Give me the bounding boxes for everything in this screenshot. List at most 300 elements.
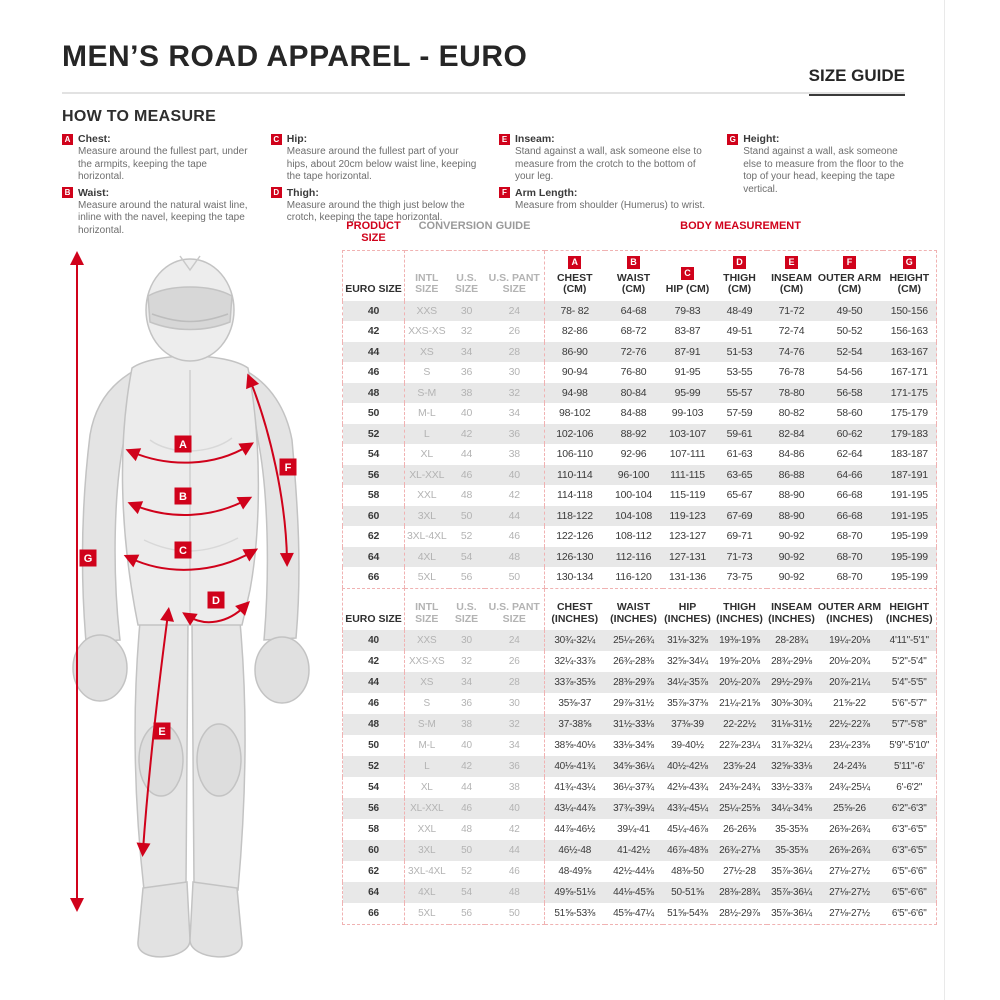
- cell: 3XL-4XL: [407, 866, 446, 877]
- cell: 46: [343, 693, 405, 714]
- size-row-60: [343, 840, 937, 861]
- cell: 48: [461, 824, 472, 835]
- cell: 6'-6'2": [883, 777, 937, 798]
- size-row-58: [343, 819, 937, 840]
- cell: 30⅜-30¾: [771, 698, 812, 709]
- letter-badge-C: C: [271, 134, 282, 145]
- size-row-50: [343, 403, 937, 424]
- size-row-46: [343, 693, 937, 714]
- cell: 66-68: [817, 506, 883, 527]
- cm-rows: [343, 301, 937, 588]
- cell: XS: [405, 672, 449, 693]
- cell: 40: [461, 740, 472, 751]
- cell: 80-82: [778, 407, 805, 420]
- cell: 30: [449, 301, 485, 322]
- measure-label: Hip:: [286, 133, 308, 145]
- svg-text:A: A: [179, 439, 187, 451]
- group-header-row: [343, 220, 937, 251]
- cell: 54: [343, 444, 405, 465]
- cell: 66-68: [836, 489, 863, 502]
- cell: 84-88: [620, 407, 647, 420]
- cell: 20½-20⅞: [713, 672, 767, 693]
- cell: 42: [343, 651, 405, 672]
- cell: 118-122: [545, 506, 605, 527]
- cell: 78- 82: [545, 301, 605, 322]
- cell: 34¼-35⅞: [663, 672, 713, 693]
- column-header: [663, 251, 713, 301]
- cell: 44: [343, 672, 405, 693]
- cell: 27½-28: [723, 866, 756, 877]
- cell: 48⅜-50: [671, 866, 704, 877]
- cell: 21⅝-22: [833, 698, 866, 709]
- cell: 4XL: [405, 547, 449, 568]
- rider-illustration: [40, 240, 340, 980]
- column-header: [817, 588, 883, 630]
- cell: 131-136: [668, 571, 707, 584]
- cell: 35⅞-36¼: [767, 903, 817, 924]
- measure-label: Chest:: [78, 133, 111, 145]
- cell: 66: [343, 903, 405, 924]
- inches-column-header-row: [343, 588, 937, 630]
- cell: 26¾-27⅛: [713, 840, 767, 861]
- cell: 22⅞-23¼: [719, 740, 760, 751]
- cell: 46⅞-48⅜: [663, 840, 713, 861]
- cell: 87-91: [663, 342, 713, 363]
- cell: 31½-33⅛: [605, 714, 663, 735]
- cell: 48: [343, 714, 405, 735]
- cell: 3XL: [405, 506, 449, 527]
- cell: 5'9"-5'10": [883, 735, 937, 756]
- cell: 79-83: [663, 301, 713, 322]
- cell: 130-134: [545, 567, 605, 588]
- cell: 90-92: [767, 547, 817, 568]
- column-header: [767, 588, 817, 630]
- size-table-zone: [342, 220, 938, 925]
- measure-description: Measure around the natural waist line, inline with the navel, keeping the tape horizontal.: [78, 199, 248, 236]
- cell: 52: [343, 756, 405, 777]
- cell: 88-90: [778, 489, 805, 502]
- cell: 26-26⅜: [723, 824, 756, 835]
- column-label: U.S. PANT SIZE: [488, 271, 540, 295]
- cell: 58: [343, 819, 405, 840]
- cell: 111-115: [663, 465, 713, 486]
- column-header: [485, 588, 545, 630]
- size-row-66: [343, 903, 937, 924]
- cell: 22-22½: [713, 714, 767, 735]
- cell: 22½-22⅞: [817, 714, 883, 735]
- letter-badge-E: E: [499, 134, 510, 145]
- cell: 6'3"-6'5": [883, 819, 937, 840]
- cell: 179-183: [883, 424, 937, 445]
- cell: M-L: [418, 407, 436, 420]
- page-right-divider: [944, 0, 945, 1000]
- cell: 60: [343, 506, 405, 527]
- cell: 46: [449, 798, 485, 819]
- size-row-50: [343, 735, 937, 756]
- cell: XXL: [417, 489, 437, 502]
- cell: 40: [460, 407, 473, 420]
- cell: 68-70: [817, 547, 883, 568]
- size-row-60: [343, 506, 937, 527]
- cell: XXL: [417, 824, 436, 835]
- cell: 29⅞-31½: [613, 698, 654, 709]
- column-label: INSEAM (CM): [771, 271, 812, 295]
- cell: 25⅝-26: [817, 798, 883, 819]
- cell: 187-191: [883, 465, 937, 486]
- cell: 64-66: [817, 465, 883, 486]
- cell: L: [405, 756, 449, 777]
- cell: 26: [508, 656, 520, 667]
- cell: 59-61: [713, 424, 767, 445]
- measure-description: Measure around the fullest part of your hips, about 20cm below waist line, keeping the tape horizontal.: [286, 146, 477, 182]
- cell: 65-67: [726, 489, 753, 502]
- cell: 106-110: [545, 444, 605, 465]
- cell: 72-74: [778, 325, 805, 338]
- cell: 46: [343, 362, 405, 383]
- cell: 28-28¾: [767, 630, 817, 651]
- measure-item-B: [62, 187, 249, 238]
- cell: 32¼-33⅞: [545, 651, 605, 672]
- cell: 163-167: [883, 342, 937, 363]
- cell: 38: [449, 714, 485, 735]
- cell: 5XL: [405, 903, 449, 924]
- measure-label: Inseam:: [514, 133, 555, 145]
- cell: 20⅞-21¼: [817, 672, 883, 693]
- cell: 68-70: [836, 571, 863, 584]
- cell: 48-49⅝: [545, 861, 605, 882]
- cell: 62: [343, 861, 405, 882]
- cell: 56: [449, 903, 485, 924]
- cell: S-M: [405, 714, 449, 735]
- column-label: U.S. PANT SIZE: [488, 601, 540, 625]
- cell: 99-103: [671, 407, 704, 420]
- measure-label: Height:: [743, 133, 780, 145]
- cell: M-L: [418, 740, 436, 751]
- column-letter-badge-G: G: [903, 256, 916, 269]
- measure-description: Measure around the fullest part, under the armpits, keeping the tape horizontal.: [78, 146, 248, 182]
- cell: 42: [343, 321, 405, 342]
- column-header: [405, 588, 449, 630]
- size-row-40: [343, 630, 937, 651]
- cell: 156-163: [883, 321, 937, 342]
- cell: 82-86: [545, 321, 605, 342]
- cell: 6'3"-6'5": [883, 840, 937, 861]
- cell: 46½-48: [545, 840, 605, 861]
- column-label: HEIGHT (INCHES): [885, 601, 933, 625]
- measure-item-A: [62, 133, 249, 184]
- size-row-58: [343, 485, 937, 506]
- cell: 116-120: [615, 571, 652, 584]
- size-row-64: [343, 882, 937, 903]
- cell: 50: [343, 735, 405, 756]
- cell: 56: [460, 571, 473, 584]
- cell: 24⅜-24¾: [719, 782, 760, 793]
- column-header: [605, 251, 663, 301]
- cell: 40: [485, 798, 545, 819]
- column-header: [343, 588, 405, 630]
- cell: 34: [449, 672, 485, 693]
- measure-description: Measure from shoulder (Humerus) to wrist.: [514, 199, 706, 211]
- cell: 34¼-34⅝: [767, 798, 817, 819]
- cell: 42½-44⅛: [613, 866, 654, 877]
- cell: 112-116: [605, 547, 663, 568]
- cell: 39-40½: [671, 740, 704, 751]
- size-row-66: [343, 567, 937, 588]
- cell: 33½-33⅞: [771, 782, 812, 793]
- cell: 54: [449, 882, 485, 903]
- size-row-40: [343, 301, 937, 322]
- cell: 115-119: [669, 489, 706, 502]
- cell: 35⅞-37⅜: [667, 698, 708, 709]
- size-row-52: [343, 424, 937, 445]
- cell: 25¼-25⅝: [713, 798, 767, 819]
- cell: 67-69: [713, 506, 767, 527]
- cell: 52: [460, 530, 473, 543]
- column-label: OUTER ARM (INCHES): [817, 601, 882, 625]
- size-row-48: [343, 714, 937, 735]
- measure-item-E: [499, 133, 705, 184]
- size-row-46: [343, 362, 937, 383]
- measure-label: Arm Length:: [514, 186, 578, 199]
- cell: 44: [461, 782, 472, 793]
- cell: 26⅜-26¾: [829, 824, 870, 835]
- cell: 48: [343, 383, 405, 404]
- cell: 44: [460, 448, 473, 461]
- cell: 50: [485, 903, 545, 924]
- cell: 48: [485, 882, 545, 903]
- cell: 49-50: [817, 301, 883, 322]
- cell: 25¼-26¾: [605, 630, 663, 651]
- cell: 19⅝-20⅛: [719, 656, 760, 667]
- cell: 5'7"-5'8": [883, 714, 937, 735]
- svg-text:C: C: [179, 545, 187, 557]
- cell: 37⅜-39: [663, 714, 713, 735]
- column-header: [767, 251, 817, 301]
- column-label: THIGH (CM): [723, 271, 756, 295]
- cell: 38: [508, 782, 520, 793]
- cell: 104-108: [605, 506, 663, 527]
- column-letter-badge-F: F: [843, 256, 856, 269]
- cell: 30: [508, 366, 520, 379]
- cell: 56-58: [817, 383, 883, 404]
- cell: 36: [485, 756, 545, 777]
- cell: 24: [485, 630, 545, 651]
- column-label: OUTER ARM (CM): [817, 271, 882, 295]
- column-letter-badge-B: B: [627, 256, 640, 269]
- svg-text:F: F: [284, 462, 292, 474]
- cell: 19⅜-19⅝: [713, 630, 767, 651]
- cell: 35⅜-37: [545, 693, 605, 714]
- cell: 6'5"-6'6": [883, 882, 937, 903]
- measure-item-C: [271, 133, 477, 184]
- column-label: EURO SIZE: [345, 612, 402, 625]
- cell: 5'2"-5'4": [883, 651, 937, 672]
- cell: 36: [461, 698, 472, 709]
- cell: 28¾-29⅛: [771, 656, 812, 667]
- cell: 51⅝-54⅜: [663, 903, 713, 924]
- measure-description: Measure around the thigh just below the crotch, keeping the tape horizontal.: [286, 199, 465, 223]
- cell: 3XL: [405, 840, 449, 861]
- cell: 35⅞-36¼: [767, 882, 817, 903]
- cell: XXS: [405, 301, 449, 322]
- cell: 5'11"-6': [883, 756, 937, 777]
- cell: 191-195: [883, 485, 937, 506]
- cell: 62-64: [836, 448, 863, 461]
- letter-badge-D: D: [271, 187, 282, 198]
- cell: 26⅜-26¾: [817, 840, 883, 861]
- column-header: [713, 251, 767, 301]
- column-label: THIGH (INCHES): [716, 601, 763, 625]
- cell: 36¼-37¾: [613, 782, 654, 793]
- cell: 49-51: [726, 325, 753, 338]
- cell: 127-131: [663, 547, 713, 568]
- cell: 195-199: [883, 526, 937, 547]
- cell: 50: [449, 840, 485, 861]
- column-label: HIP (INCHES): [664, 601, 711, 625]
- column-letter-badge-C: C: [681, 267, 694, 280]
- cell: 167-171: [883, 362, 937, 383]
- size-table-cm: [342, 220, 937, 588]
- cell: 64: [343, 882, 405, 903]
- measure-description: Stand against a wall, ask someone else to measure from the floor to the top of your head, keeping the tape vertical.: [743, 146, 904, 195]
- cell: 41-42½: [605, 840, 663, 861]
- column-label: HEIGHT (CM): [889, 271, 930, 295]
- cell: 119-123: [663, 506, 713, 527]
- rider-body: [73, 256, 309, 957]
- cell: 44: [485, 840, 545, 861]
- column-label: WAIST (INCHES): [610, 601, 657, 625]
- cell: 38: [508, 448, 520, 461]
- cell: 45¼-46⅞: [667, 824, 708, 835]
- cell: 71-72: [767, 301, 817, 322]
- measure-column: [62, 133, 249, 240]
- size-row-42: [343, 651, 937, 672]
- cell: 86-90: [545, 342, 605, 363]
- badge-F: [280, 459, 297, 476]
- cell: 33⅛-34⅝: [613, 740, 654, 751]
- inches-rows: [343, 630, 937, 924]
- tab-size-guide[interactable]: SIZE GUIDE: [809, 66, 905, 96]
- cell: 83-87: [674, 325, 701, 338]
- cell: 50-52: [836, 325, 863, 338]
- cell: 37¾-39¼: [605, 798, 663, 819]
- cell: 98-102: [545, 403, 605, 424]
- cell: 45⅝-47¼: [605, 903, 663, 924]
- cell: 44⅞-46½: [545, 819, 605, 840]
- column-label: U.S. SIZE: [454, 271, 479, 295]
- cell: 90-94: [545, 362, 605, 383]
- cell: 39¼-41: [617, 824, 650, 835]
- cell: 20⅛-20¾: [829, 656, 870, 667]
- cell: 52: [461, 866, 472, 877]
- size-row-52: [343, 756, 937, 777]
- cell: 6'2"-6'3": [883, 798, 937, 819]
- cell: 42⅛-43¾: [667, 782, 708, 793]
- cell: 42: [449, 424, 485, 445]
- measure-item-D: [271, 187, 477, 225]
- cell: XL-XXL: [405, 798, 449, 819]
- column-label: HIP (CM): [665, 283, 710, 295]
- cell: 24: [485, 301, 545, 322]
- cell: 37-38⅝: [545, 714, 605, 735]
- cell: 34: [508, 407, 520, 420]
- cell: 96-100: [605, 465, 663, 486]
- cell: 48: [485, 547, 545, 568]
- column-letter-badge-D: D: [733, 256, 746, 269]
- cell: 46: [508, 530, 520, 543]
- size-row-56: [343, 465, 937, 486]
- cell: 34: [449, 342, 485, 363]
- cell: XL: [420, 782, 433, 793]
- cell: 90-92: [778, 530, 805, 543]
- cell: 34⅝-36¼: [605, 756, 663, 777]
- how-to-measure-title: HOW TO MEASURE: [62, 108, 217, 125]
- cell: 32: [485, 383, 545, 404]
- cell: 5'6"-5'7": [883, 693, 937, 714]
- measurement-figure: [40, 240, 340, 980]
- cell: XXS-XS: [408, 325, 446, 338]
- svg-text:D: D: [212, 595, 220, 607]
- cell: XXS: [405, 630, 449, 651]
- cell: 95-99: [663, 383, 713, 404]
- cell: 88-90: [767, 506, 817, 527]
- cell: 56: [343, 465, 405, 486]
- cell: 50: [508, 571, 520, 584]
- column-header: [883, 588, 937, 630]
- cell: 88-92: [605, 424, 663, 445]
- cell: 5XL: [417, 571, 436, 584]
- group-conversion-guide: CONVERSION GUIDE: [418, 220, 531, 232]
- cell: 44: [343, 342, 405, 363]
- cell: 50: [343, 403, 405, 424]
- badge-C: [175, 542, 192, 559]
- cell: 29½-29⅞: [767, 672, 817, 693]
- column-header: [883, 251, 937, 301]
- cell: 84-86: [778, 448, 805, 461]
- cell: 24-24⅜: [817, 756, 883, 777]
- size-row-44: [343, 342, 937, 363]
- cell: 50-51⅝: [663, 882, 713, 903]
- cell: 60-62: [817, 424, 883, 445]
- cell: 69-71: [726, 530, 753, 543]
- cell: 53-55: [726, 366, 753, 379]
- column-label: INSEAM (INCHES): [768, 601, 815, 625]
- cell: 54-56: [836, 366, 863, 379]
- cell: 86-88: [767, 465, 817, 486]
- group-product-size: PRODUCT SIZE: [346, 220, 401, 244]
- cell: 54: [449, 547, 485, 568]
- svg-text:G: G: [83, 553, 93, 565]
- svg-text:E: E: [158, 726, 166, 738]
- column-header: [449, 251, 485, 301]
- measure-label: Thigh:: [286, 186, 319, 199]
- cell: S-M: [405, 383, 449, 404]
- header-divider: [62, 92, 905, 94]
- cell: 52: [343, 424, 405, 445]
- cell: 35-35⅜: [767, 840, 817, 861]
- cell: 76-78: [778, 366, 805, 379]
- cell: 63-65: [713, 465, 767, 486]
- cell: 108-112: [615, 530, 652, 543]
- column-header: [605, 588, 663, 630]
- cell: 44: [485, 506, 545, 527]
- letter-badge-G: G: [727, 134, 738, 145]
- column-header: [545, 251, 605, 301]
- badge-E: [154, 723, 171, 740]
- cell: 58: [343, 485, 405, 506]
- cell: 56: [343, 798, 405, 819]
- cell: 28: [485, 672, 545, 693]
